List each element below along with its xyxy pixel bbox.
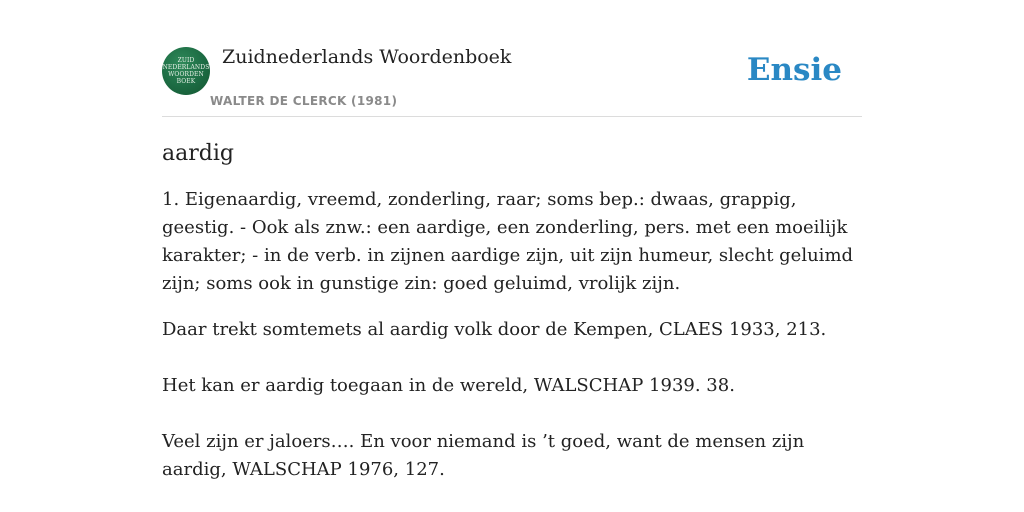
entry-content — [162, 138, 862, 512]
logo-text-line: BOEK — [176, 78, 196, 85]
entry-definition: 1. Eigenaardig, vreemd, zonderling, raar; soms bep.: dwaas, grappig, geestig. - Ook als znw.: een aardige, een zonderling, pers. met een moeilijk karakter; - in de verb. in zijnen aardige zijn, uit zijn humeur, slecht geluimd zijn; soms ook in gunstige zin: goed geluimd, vrolijk zijn. — [162, 189, 854, 294]
logo-text-line: WOORDEN — [168, 71, 204, 78]
ensie-brand-link[interactable]: Ensie — [746, 52, 842, 88]
dictionary-header — [162, 44, 862, 117]
entry-example: Het kan er aardig toegaan in de wereld, WALSCHAP 1939. 38. — [162, 375, 735, 396]
dictionary-author: WALTER DE CLERCK (1981) — [210, 94, 398, 108]
entry-headword: aardig — [162, 141, 234, 166]
logo-text-line: NEDERLANDS — [162, 64, 210, 71]
dictionary-logo[interactable] — [162, 47, 210, 95]
logo-text-line: ZUID — [177, 57, 195, 64]
dictionary-title-link[interactable]: Zuidnederlands Woordenboek — [222, 46, 512, 68]
entry-example: Daar trekt somtemets al aardig volk door de Kempen, CLAES 1933, 213. — [162, 319, 827, 340]
entry-example: Veel zijn er jaloers…. En voor niemand is ’t goed, want de mensen zijn aardig, WALSCHAP 1976, 127. — [162, 431, 805, 480]
